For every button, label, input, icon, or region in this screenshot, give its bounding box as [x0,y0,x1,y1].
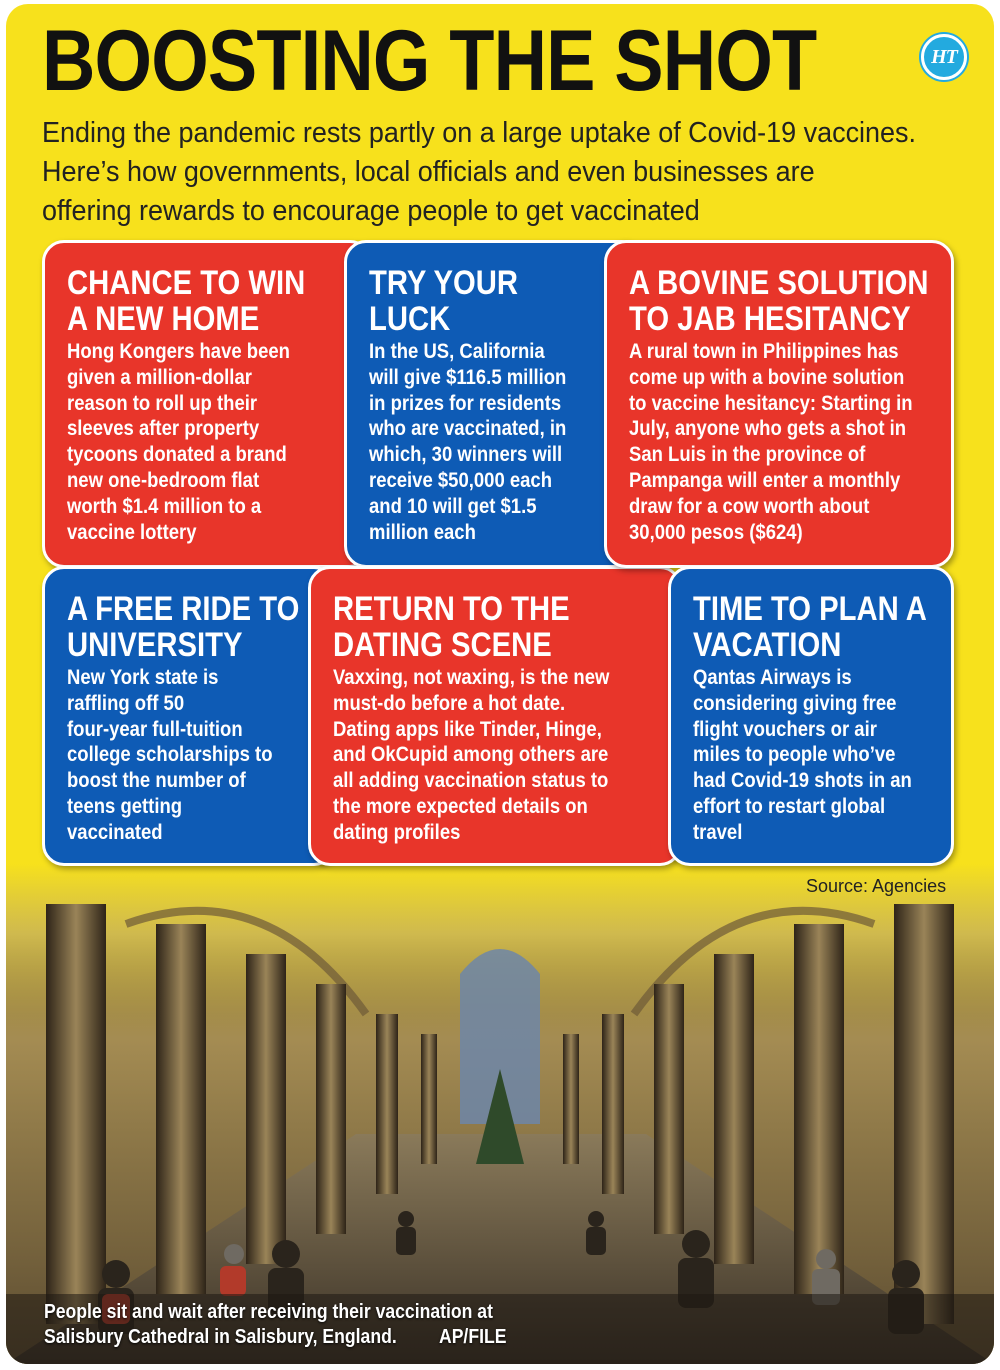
card-body-line: dating profiles [333,819,461,844]
card-body-line: to vaccine hesitancy: Starting in [629,390,913,415]
caption-line: Salisbury Cathedral in Salisbury, England. [44,1326,397,1348]
card-body-line: effort to restart global [693,793,886,818]
card-body [629,339,928,545]
card-body [67,665,299,846]
card-heading [693,591,927,663]
card-heading-line: CHANCE TO WIN [67,264,306,302]
card-body-line: boost the number of [67,768,246,793]
card-heading-line: DATING SCENE [333,626,552,664]
card-body-line: reason to roll up their [67,390,258,415]
card-heading [629,265,928,337]
card-body-line: In the US, California [369,339,545,363]
card-body-line: come up with a bovine solution [629,364,905,389]
card-body-line: new one-bedroom flat [67,467,260,492]
card-body-line: who are vaccinated, in [369,416,567,441]
card-heading [67,265,305,337]
card-bovine-solution [604,240,954,568]
card-new-home [42,240,372,568]
card-body-line: Dating apps like Tinder, Hinge, [333,716,602,741]
card-body-line: million each [369,519,476,544]
card-heading-line: A BOVINE SOLUTION [629,264,929,302]
card-body-line: A rural town in Philippines has [629,339,899,363]
card-body-line: Qantas Airways is [693,665,852,689]
card-body-line: considering giving free [693,690,897,715]
cathedral-photo [6,864,994,1364]
card-body-line: tycoons donated a brand [67,442,287,467]
card-heading-line: A FREE RIDE TO [67,590,300,628]
caption-line: People sit and wait after receiving their vaccination at [44,1301,493,1323]
card-body-line: San Luis in the province of [629,442,866,467]
card-body-line: New York state is [67,665,219,689]
card-heading [369,265,566,337]
card-body-line: Pampanga will enter a monthly [629,467,901,492]
card-body-line: had Covid-19 shots in an [693,768,912,793]
card-heading-line: RETURN TO THE [333,590,570,628]
card-body-line: vaccinated [67,819,163,844]
intro-text [42,114,963,231]
card-body-line: raffling off 50 [67,690,185,715]
card-heading-line: TO JAB HESITANCY [629,300,911,338]
card-body-line: vaccine lottery [67,519,197,544]
card-body-line: sleeves after property [67,416,260,441]
card-body-line: 30,000 pesos ($624) [629,519,803,544]
card-heading-line: TIME TO PLAN A [693,590,927,628]
card-body-line: miles to people who’ve [693,742,896,767]
card-plan-vacation [668,566,954,866]
card-heading-line: LUCK [369,300,451,338]
card-body-line: all adding vaccination status to [333,768,609,793]
card-body-line: draw for a cow worth about [629,493,870,518]
card-body [369,339,566,545]
card-body-line: in prizes for residents [369,390,562,415]
card-heading [67,591,299,663]
card-body-line: which, 30 winners will [369,442,563,467]
card-body [67,339,305,545]
card-body-line: and OkCupid among others are [333,742,609,767]
card-free-ride-university [42,566,336,866]
card-body-line: the more expected details on [333,793,588,818]
intro-line: offering rewards to encourage people to get vaccinated [42,195,700,227]
intro-line: Ending the pandemic rests partly on a large uptake of Covid-19 vaccines. [42,117,917,149]
card-body-line: and 10 will get $1.5 [369,493,537,518]
card-body-line: worth $1.4 million to a [67,493,262,518]
intro-line: Here’s how governments, local officials and even businesses are [42,156,815,188]
infographic [6,4,994,1364]
card-body-line: Vaxxing, not waxing, is the new [333,665,610,689]
card-body [333,665,609,846]
card-body-line: Hong Kongers have been [67,339,290,363]
card-body-line: four-year full-tuition [67,716,243,741]
photo-caption [44,1300,572,1350]
card-heading-line: A NEW HOME [67,300,260,338]
card-dating-scene [308,566,682,866]
card-body-line: teens getting [67,793,183,818]
card-body-line: must-do before a hot date. [333,690,566,715]
card-body-line: given a million-dollar [67,364,252,389]
cathedral-illustration [6,864,994,1364]
caption-line-2 [44,1325,572,1350]
card-body-line: flight vouchers or air [693,716,877,741]
card-body [693,665,927,846]
card-body-line: will give $116.5 million [369,364,567,389]
ht-logo-text: HT [931,45,957,68]
card-heading-line: VACATION [693,626,842,664]
card-body-line: July, anyone who gets a shot in [629,416,907,441]
card-heading [333,591,609,663]
page-title: BOOSTING THE SHOT [42,13,817,109]
card-body-line: receive $50,000 each [369,467,553,492]
card-heading-line: TRY YOUR [369,264,518,302]
card-try-your-luck [344,240,644,568]
photo-credit: AP/FILE [438,1326,507,1348]
source-note: Source: Agencies [806,876,947,896]
card-body-line: college scholarships to [67,742,273,767]
ht-logo [921,34,967,80]
card-heading-line: UNIVERSITY [67,626,243,664]
card-body-line: travel [693,819,743,844]
